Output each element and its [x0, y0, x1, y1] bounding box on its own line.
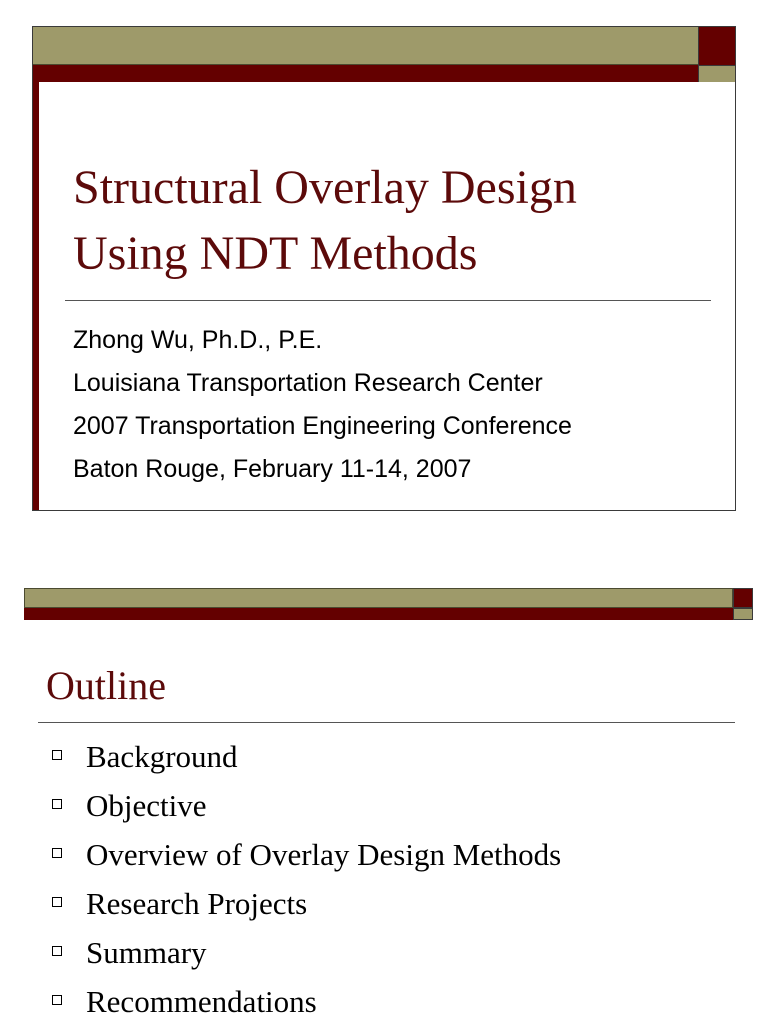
- square-bullet-icon: [52, 848, 62, 858]
- list-item: [48, 879, 561, 928]
- list-item: [48, 781, 561, 830]
- slide-title-line-1: Structural Overlay Design: [73, 161, 577, 214]
- author-line: Zhong Wu, Ph.D., P.E.: [73, 326, 323, 354]
- list-item-label: Research Projects: [86, 886, 308, 921]
- outline-list: [48, 732, 561, 1026]
- list-item: [48, 928, 561, 977]
- list-item-label: Overview of Overlay Design Methods: [86, 837, 562, 872]
- title-slide: [32, 26, 736, 511]
- square-bullet-icon: [52, 799, 62, 809]
- header-maroon-bar: [33, 65, 698, 82]
- outline-divider: [38, 722, 735, 723]
- slide-title-line-2: Using NDT Methods: [73, 227, 478, 280]
- list-item-label: Summary: [86, 935, 207, 970]
- square-bullet-icon: [52, 750, 62, 760]
- square-bullet-icon: [52, 995, 62, 1005]
- corner-olive-square: [698, 65, 735, 82]
- left-maroon-stripe: [33, 82, 39, 510]
- list-item-label: Objective: [86, 788, 207, 823]
- list-item: [48, 830, 561, 879]
- header-olive-bar: [33, 27, 698, 65]
- list-item-label: Background: [86, 739, 238, 774]
- slide-title: [73, 155, 577, 287]
- subtitle-block: [73, 319, 572, 491]
- header-olive-bar: [24, 588, 733, 608]
- corner-maroon-square: [698, 27, 735, 65]
- outline-slide: [24, 588, 754, 1024]
- square-bullet-icon: [52, 897, 62, 907]
- outline-heading: Outline: [46, 663, 166, 708]
- conference-line: 2007 Transportation Engineering Conference: [73, 412, 572, 440]
- list-item: [48, 732, 561, 781]
- organization-line: Louisiana Transportation Research Center: [73, 369, 543, 397]
- header-maroon-bar: [24, 608, 733, 620]
- title-divider: [65, 300, 711, 301]
- list-item-label: Recommendations: [86, 984, 317, 1019]
- location-date-line: Baton Rouge, February 11-14, 2007: [73, 455, 472, 483]
- corner-maroon-square: [733, 588, 753, 608]
- list-item: [48, 977, 561, 1026]
- corner-olive-square: [733, 608, 753, 620]
- square-bullet-icon: [52, 946, 62, 956]
